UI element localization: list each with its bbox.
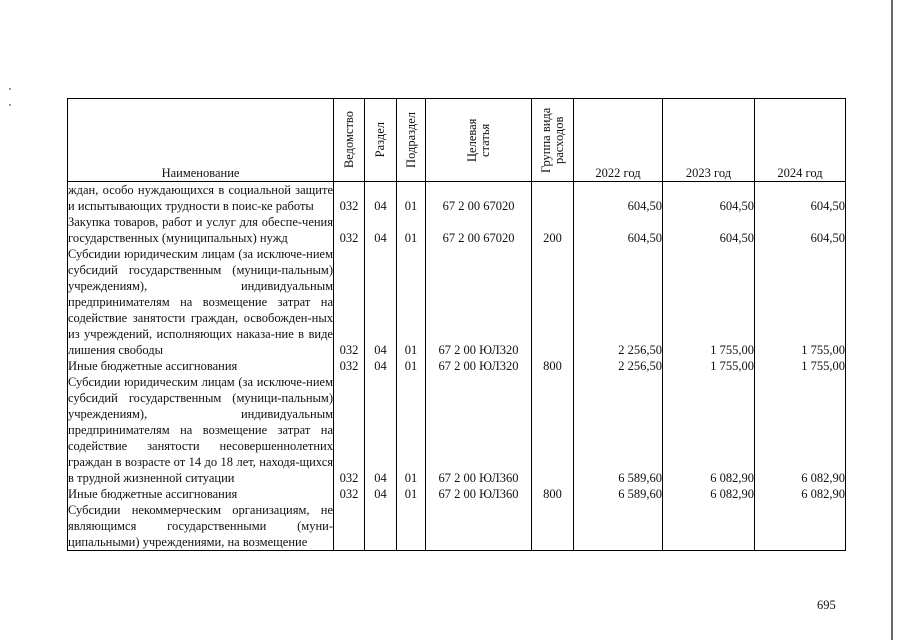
amount-2022-cell: 2 256,50 <box>574 358 663 374</box>
amount-2022-cell: 6 589,60 <box>574 486 663 502</box>
table-row <box>68 246 846 358</box>
name-cell: ждан, особо нуждающихся в социальной защите и испытывающих трудности в поис-ке работы <box>68 183 333 213</box>
target-item-cell: 67 2 00 ЮЛ320 <box>426 246 532 358</box>
amount-2023-cell: 6 082,90 <box>663 374 755 486</box>
department-cell: 032 <box>334 358 365 374</box>
target-item-cell: 67 2 00 ЮЛ360 <box>426 486 532 502</box>
target-item-cell <box>426 502 532 551</box>
amount-2024-cell: 604,50 <box>755 182 846 215</box>
amount-2024-cell: 604,50 <box>755 214 846 246</box>
target-item-cell: 67 2 00 67020 <box>426 182 532 215</box>
table-row <box>68 374 846 486</box>
header-expense-group: Группа вида расходов <box>532 99 574 182</box>
section-cell: 04 <box>365 374 397 486</box>
subsection-cell: 01 <box>397 374 426 486</box>
amount-2023-cell: 1 755,00 <box>663 246 755 358</box>
section-cell: 04 <box>365 486 397 502</box>
target-item-cell: 67 2 00 ЮЛ360 <box>426 374 532 486</box>
name-cell: Иные бюджетные ассигнования <box>68 358 334 374</box>
table-row <box>68 214 846 246</box>
name-cell: Закупка товаров, работ и услуг для обеспе-чения государственных (муниципальных) нужд <box>68 215 333 245</box>
subsection-cell: 01 <box>397 486 426 502</box>
section-cell <box>365 502 397 551</box>
header-target-item: Целевая статья <box>426 99 532 182</box>
scan-border-line <box>891 0 893 640</box>
amount-2023-cell: 604,50 <box>663 182 755 215</box>
scan-artifact <box>9 104 11 106</box>
amount-2024-cell: 6 082,90 <box>755 486 846 502</box>
expense-group-cell: 200 <box>532 214 574 246</box>
header-section: Раздел <box>365 99 397 182</box>
header-year-2022: 2022 год <box>574 99 663 182</box>
scan-artifact <box>9 88 11 90</box>
table-header-row <box>68 99 846 182</box>
header-name: Наименование <box>68 99 334 182</box>
amount-2024-cell <box>755 502 846 551</box>
amount-2024-cell: 1 755,00 <box>755 246 846 358</box>
table-row <box>68 182 846 215</box>
section-cell: 04 <box>365 214 397 246</box>
expense-group-cell <box>532 502 574 551</box>
subsection-cell: 01 <box>397 358 426 374</box>
expense-group-cell: 800 <box>532 486 574 502</box>
budget-table <box>67 98 846 551</box>
subsection-cell: 01 <box>397 182 426 215</box>
target-item-cell: 67 2 00 67020 <box>426 214 532 246</box>
header-department: Ведомство <box>334 99 365 182</box>
table-body <box>68 182 846 551</box>
amount-2024-cell: 1 755,00 <box>755 358 846 374</box>
table-row <box>68 502 846 551</box>
expense-group-cell <box>532 182 574 215</box>
name-cell: Субсидии юридическим лицам (за исключе-нием субсидий государственным (муници-пальным) учреждениям), индивидуальным предпринимателям на возмещение затрат на содействие занятости несовершеннолетних граждан в возрасте от 14 до 18 лет, находя-щихся в трудной жизненной ситуации <box>68 375 333 485</box>
section-cell: 04 <box>365 182 397 215</box>
amount-2022-cell: 6 589,60 <box>574 374 663 486</box>
amount-2024-cell: 6 082,90 <box>755 374 846 486</box>
name-cell: Иные бюджетные ассигнования <box>68 486 334 502</box>
amount-2022-cell <box>574 502 663 551</box>
department-cell: 032 <box>334 246 365 358</box>
amount-2023-cell: 604,50 <box>663 214 755 246</box>
department-cell: 032 <box>334 182 365 215</box>
subsection-cell: 01 <box>397 246 426 358</box>
expense-group-cell: 800 <box>532 358 574 374</box>
table-row <box>68 358 846 374</box>
section-cell: 04 <box>365 246 397 358</box>
amount-2023-cell <box>663 502 755 551</box>
amount-2023-cell: 6 082,90 <box>663 486 755 502</box>
table-row <box>68 486 846 502</box>
department-cell <box>334 502 365 551</box>
page-number: 695 <box>817 598 836 612</box>
amount-2023-cell: 1 755,00 <box>663 358 755 374</box>
header-year-2023: 2023 год <box>663 99 755 182</box>
department-cell: 032 <box>334 374 365 486</box>
expense-group-cell <box>532 374 574 486</box>
subsection-cell <box>397 502 426 551</box>
name-cell: Субсидии некоммерческим организациям, не являющимся государственными (муни-ципальными) учреждениями, на возмещение <box>68 503 333 549</box>
amount-2022-cell: 2 256,50 <box>574 246 663 358</box>
subsection-cell: 01 <box>397 214 426 246</box>
section-cell: 04 <box>365 358 397 374</box>
target-item-cell: 67 2 00 ЮЛ320 <box>426 358 532 374</box>
header-year-2024: 2024 год <box>755 99 846 182</box>
department-cell: 032 <box>334 486 365 502</box>
amount-2022-cell: 604,50 <box>574 182 663 215</box>
amount-2022-cell: 604,50 <box>574 214 663 246</box>
expense-group-cell <box>532 246 574 358</box>
header-subsection: Подраздел <box>397 99 426 182</box>
name-cell: Субсидии юридическим лицам (за исключе-нием субсидий государственным (муници-пальным) учреждениям), индивидуальным предпринимателям на возмещение затрат на содействие занятости граждан, освобожден-ных из учреждений, исполняющих наказа-ние в виде лишения свободы <box>68 247 333 357</box>
department-cell: 032 <box>334 214 365 246</box>
